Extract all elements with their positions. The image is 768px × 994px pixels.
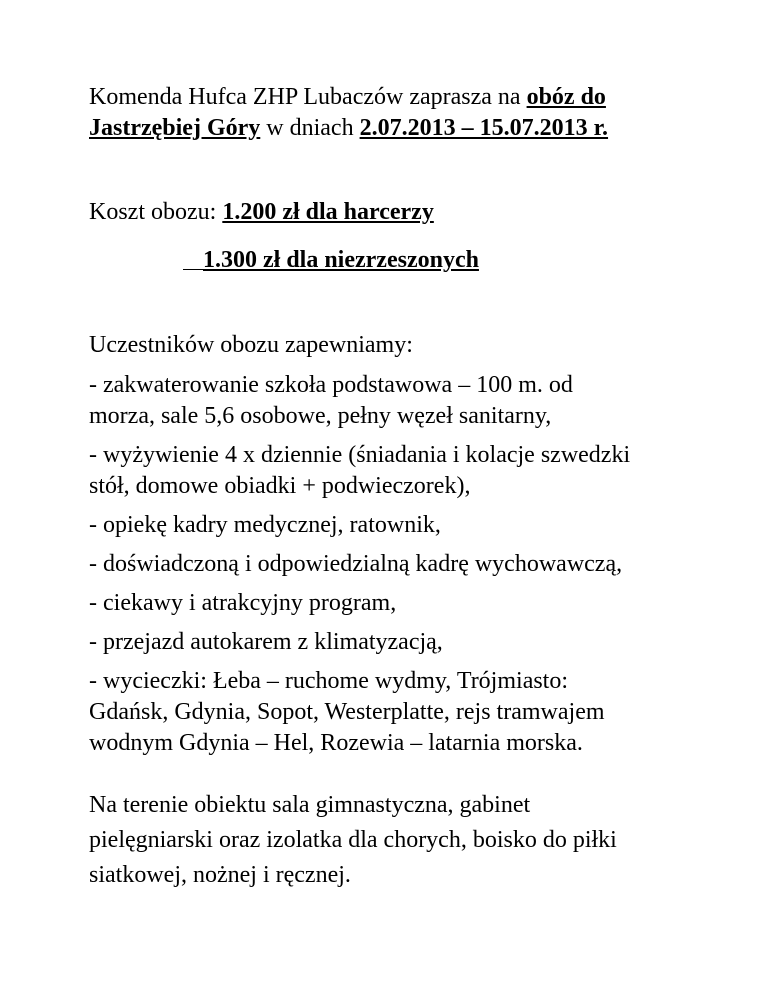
list-item-line: - doświadczoną i odpowiedzialną kadrę wychowawczą,	[89, 551, 623, 577]
list-item-line: morza, sale 5,6 osobowe, pełny węzeł sanitarny,	[89, 403, 552, 429]
list-item	[89, 588, 729, 619]
camp-label: obóz do	[526, 84, 606, 110]
facilities-paragraph	[89, 788, 729, 893]
list-item	[89, 627, 729, 658]
list-item-line: - wycieczki: Łeba – ruchome wydmy, Trójmiasto:	[89, 668, 569, 694]
provides-heading: Uczestników obozu zapewniamy:	[89, 332, 413, 358]
camp-location: Jastrzębiej Góry	[89, 115, 261, 141]
invitation-intro: Komenda Hufca ZHP Lubaczów zaprasza na	[89, 84, 527, 110]
list-item-line: - przejazd autokarem z klimatyzacją,	[89, 629, 443, 655]
cost-line-non-members	[183, 245, 768, 276]
list-item-line: Gdańsk, Gdynia, Sopot, Westerplatte, rejs tramwajem	[89, 699, 605, 725]
list-item	[89, 440, 729, 502]
list-item-line: - zakwaterowanie szkoła podstawowa – 100 m. od	[89, 372, 573, 398]
cost-scouts: 1.200 zł dla harcerzy	[222, 199, 434, 225]
facilities-line: siatkowej, nożnej i ręcznej.	[89, 862, 351, 888]
list-item-line: - opiekę kadry medycznej, ratownik,	[89, 512, 441, 538]
cost-label: Koszt obozu:	[89, 199, 223, 225]
list-item	[89, 510, 729, 541]
camp-dates: 2.07.2013 – 15.07.2013 r.	[359, 115, 609, 141]
list-item	[89, 666, 729, 759]
invitation-paragraph	[89, 82, 729, 144]
list-item-line: wodnym Gdynia – Hel, Rozewia – latarnia morska.	[89, 730, 583, 756]
list-item-line: - wyżywienie 4 x dziennie (śniadania i kolacje szwedzki	[89, 442, 631, 468]
cost-line	[89, 197, 729, 228]
cost-non-members: 1.300 zł dla niezrzeszonych	[203, 247, 479, 273]
list-item	[89, 549, 729, 580]
list-item	[89, 370, 729, 432]
facilities-line: Na terenie obiektu sala gimnastyczna, gabinet	[89, 792, 531, 818]
underline-spacer	[183, 247, 203, 270]
facilities-line: pielęgniarski oraz izolatka dla chorych, boisko do piłki	[89, 827, 617, 853]
dates-intro: w dniach	[260, 115, 360, 141]
list-item-line: stół, domowe obiadki + podwieczorek),	[89, 473, 471, 499]
list-item-line: - ciekawy i atrakcyjny program,	[89, 590, 397, 616]
